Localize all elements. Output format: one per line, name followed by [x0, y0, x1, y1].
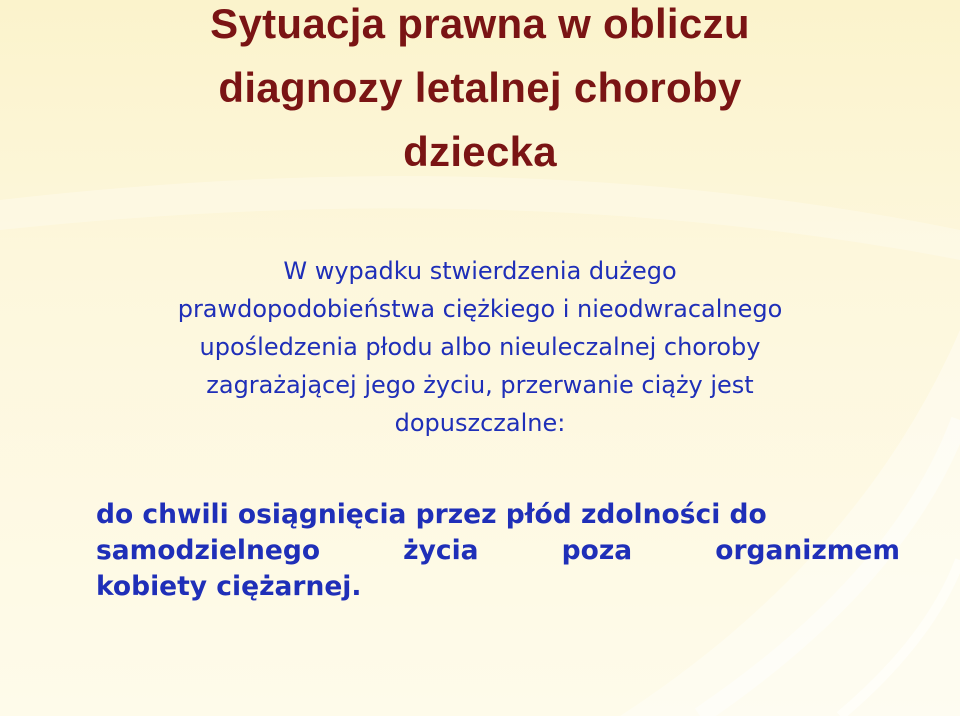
condition-word: organizmem — [715, 535, 900, 566]
intro-line-5: dopuszczalne: — [394, 409, 566, 437]
condition-line-2 — [96, 533, 900, 569]
intro-line-2: prawdopodobieństwa ciężkiego i nieodwracalnego — [177, 295, 783, 323]
condition-line-1: do chwili osiągnięcia przez płód zdolności do — [96, 499, 767, 530]
slide-title — [40, 0, 920, 184]
condition-line-3: kobiety ciężarnej. — [96, 571, 362, 602]
title-line-2: diagnozy letalnej choroby — [218, 64, 742, 111]
condition-word: poza — [561, 535, 633, 566]
title-line-1: Sytuacja prawna w obliczu — [210, 0, 750, 47]
intro-line-4: zagrażającej jego życiu, przerwanie ciąży jest — [206, 371, 754, 399]
condition-paragraph — [96, 497, 900, 605]
intro-line-1: W wypadku stwierdzenia dużego — [283, 257, 677, 285]
condition-word: samodzielnego — [96, 535, 321, 566]
title-line-3: dziecka — [403, 128, 557, 175]
intro-paragraph — [60, 252, 900, 442]
condition-word: życia — [403, 535, 479, 566]
intro-line-3: upośledzenia płodu albo nieuleczalnej choroby — [199, 333, 761, 361]
